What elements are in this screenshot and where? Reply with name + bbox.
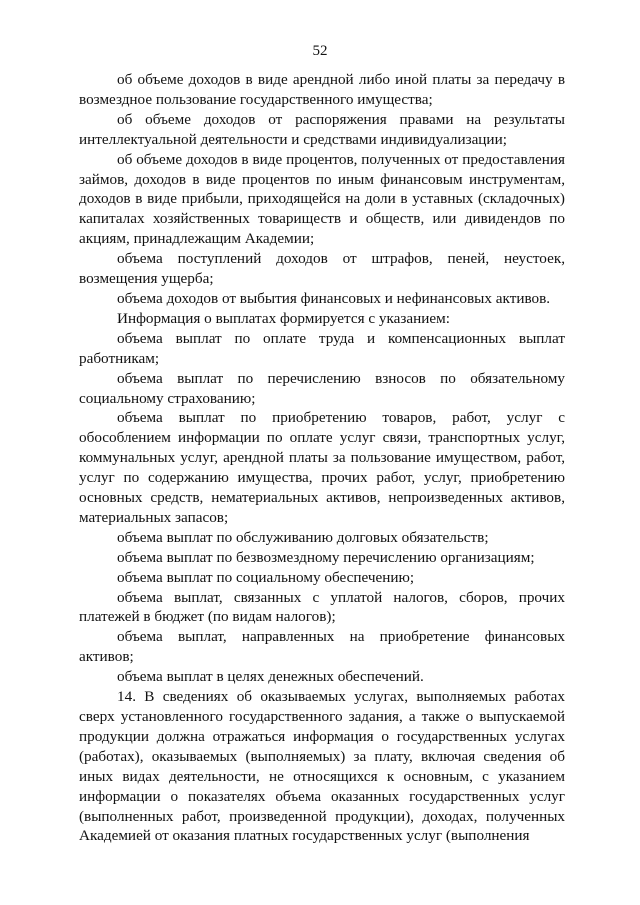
- paragraph-payments-goods-services: объема выплат по приобретению товаров, работ, услуг с обособлением информации по оплате услуг связи, транспортных услуг, коммунальных услуг, арендной платы за пользование имуществом, работ, услуг по содержанию имущества, прочих работ, услуг, приобретению основных средств, нематериальных активов, непроизведенных активов, материальных запасов;: [79, 409, 565, 526]
- paragraph-payments-taxes: объема выплат, связанных с уплатой налогов, сборов, прочих платежей в бюджет (по видам налогов);: [79, 588, 565, 626]
- paragraph-payments-insurance: объема выплат по перечислению взносов по обязательному социальному страхованию;: [79, 369, 565, 407]
- paragraph-income-asset-disposal: объема доходов от выбытия финансовых и нефинансовых активов.: [117, 289, 551, 307]
- paragraph-payments-cash-support: объема выплат в целях денежных обеспечений.: [117, 668, 424, 686]
- page-number: 52: [312, 43, 328, 59]
- paragraph-payments-salary: объема выплат по оплате труда и компенсационных выплат работникам;: [79, 329, 565, 367]
- paragraph-income-ip-rights: об объеме доходов от распоряжения правами на результаты интеллектуальной деятельности и средствами индивидуализации;: [79, 110, 565, 148]
- paragraph-income-interest-dividends: об объеме доходов в виде процентов, полученных от предоставления займов, доходов в виде процентов по иным финансовым инструментам, доходов в виде прибыли, приходящейся на доли в уставных (складочных) капиталах хозяйственных товариществ и обществ, или дивидендов по акциям, принадлежащим Академии;: [79, 150, 565, 248]
- document-body: [79, 70, 565, 846]
- paragraph-section-14: 14. В сведениях об оказываемых услугах, выполняемых работах сверх установленного государственного задания, а также о выпускаемой продукции должна отражаться информация о государственных услугах (работах), оказываемых (выполняемых) за плату, включая сведения об иных видах деятельности, не относящихся к основным, с указанием информации о показателях объема оказанных государственных услуг (выполненных работ, произведенной продукции), доходах, полученных Академией от оказания платных государственных услуг (выполнения: [79, 688, 565, 845]
- paragraph-payments-transfers: объема выплат по безвозмездному перечислению организациям;: [117, 548, 535, 566]
- paragraph-payments-social: объема выплат по социальному обеспечению;: [117, 568, 415, 586]
- paragraph-income-fines: объема поступлений доходов от штрафов, пеней, неустоек, возмещения ущерба;: [79, 250, 565, 288]
- paragraph-payments-financial-assets: объема выплат, направленных на приобретение финансовых активов;: [79, 628, 565, 666]
- paragraph-income-rent: об объеме доходов в виде арендной либо иной платы за передачу в возмездное пользование государственного имущества;: [79, 71, 565, 108]
- paragraph-payments-debt: объема выплат по обслуживанию долговых обязательств;: [117, 528, 489, 546]
- paragraph-payments-intro: Информация о выплатах формируется с указанием:: [117, 309, 450, 327]
